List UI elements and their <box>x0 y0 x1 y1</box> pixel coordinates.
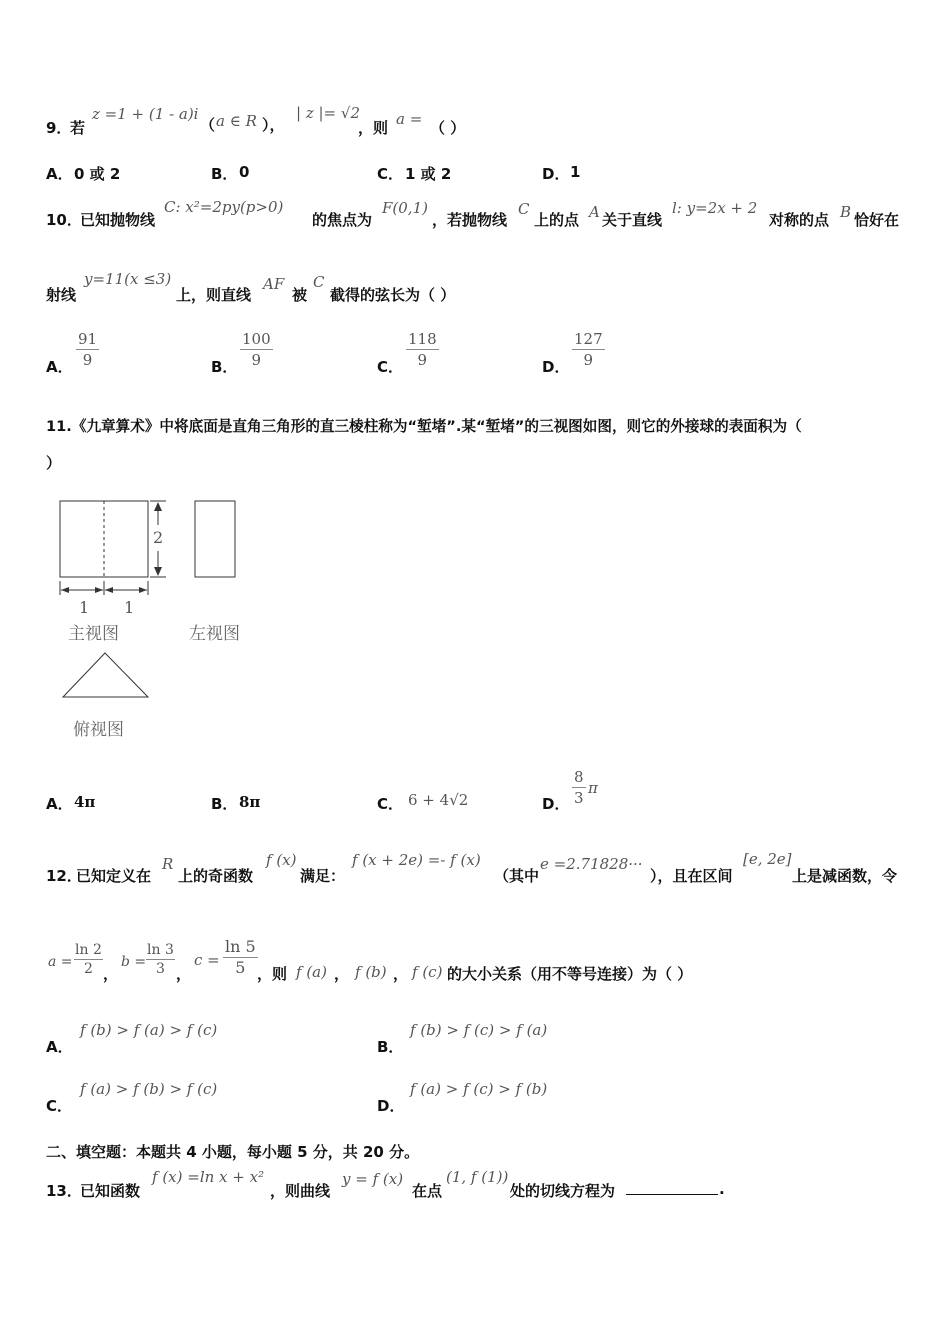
q12-set-r: R <box>162 855 174 873</box>
q13-point: (1, f (1)) <box>446 1168 509 1186</box>
fraction-numerator: ln 2 <box>75 942 102 958</box>
q12-c-lhs: c = <box>194 951 220 969</box>
q11-stem-line-1: 11.《九章算术》中将底面是直角三角形的直三棱柱称为“堑堵”.某“堑堵”的三视图如图，则它的外接球的表面积为（ <box>46 418 802 435</box>
fraction-denominator: 9 <box>417 351 428 369</box>
q10-focus: F(0,1) <box>382 199 428 217</box>
q13-text-1: 已知函数 <box>80 1182 141 1200</box>
q12-option-d-text: f (a) > f (c) > f (b) <box>410 1080 548 1098</box>
q10-curve-c: C <box>518 200 530 218</box>
q9-option-c-letter: C． <box>377 165 404 183</box>
q11-option-c-letter: C． <box>377 795 404 813</box>
q9-option-d-text: 1 <box>570 163 581 181</box>
fraction-denominator: 9 <box>583 351 594 369</box>
q12-text-7: ，则 <box>257 965 288 983</box>
q11-option-b-letter: B． <box>211 795 238 813</box>
q10-point-a: A <box>589 203 600 221</box>
q12-sep-3: ， <box>334 965 350 983</box>
front-view-label: 主视图 <box>68 624 119 644</box>
q10-text-8: 射线 <box>46 286 77 304</box>
fraction-numerator: 118 <box>408 330 437 348</box>
fraction-denominator: 5 <box>235 958 246 977</box>
q9-modulus: | z |= √2 <box>296 104 360 122</box>
q9-target: a = <box>396 110 423 128</box>
q13-number: 13． <box>46 1182 82 1200</box>
q12-fb: f (b) <box>355 963 387 981</box>
q13-text-3: 在点 <box>412 1182 443 1200</box>
q13-answer-blank[interactable] <box>626 1180 718 1195</box>
q10-text-4: 上的点 <box>534 211 580 229</box>
q13-function: f (x) =ln x + x² <box>152 1168 265 1186</box>
q13-text-4: 处的切线方程为 <box>510 1182 616 1200</box>
q13-end: . <box>719 1180 725 1198</box>
q9-cond-close: ）， <box>262 116 285 134</box>
fraction-numerator: 127 <box>574 330 603 348</box>
q11-option-c-text: 6 + 4√2 <box>408 791 469 809</box>
q11-option-b-text: 8π <box>239 793 261 811</box>
fraction-numerator: ln 3 <box>147 942 174 958</box>
q12-fx: f (x) <box>266 851 297 869</box>
q9-then: ，则 <box>358 119 389 137</box>
q12-a-lhs: a = <box>48 954 73 970</box>
q13-curve: y = f (x) <box>342 1170 404 1188</box>
fraction-denominator: 9 <box>82 351 93 369</box>
q12-option-b-text: f (b) > f (c) > f (a) <box>410 1021 548 1039</box>
q12-text-5: ），且在区间 <box>650 867 733 885</box>
fraction-numerator: 100 <box>242 330 271 348</box>
fraction-denominator: 9 <box>251 351 262 369</box>
q10-text-3: ，若抛物线 <box>432 211 508 229</box>
q10-line-l: l: y=2x + 2 <box>672 199 758 217</box>
q10-text-11: 截得的弦长为（ ） <box>330 286 456 304</box>
dimension-right-label: 1 <box>124 598 135 617</box>
q10-text-7: 恰好在 <box>854 211 900 229</box>
q12-fc: f (c) <box>412 963 443 981</box>
q10-text-6: 对称的点 <box>769 211 830 229</box>
q11-option-a-text: 4π <box>74 793 96 811</box>
q9-cond-open: （ <box>200 116 216 134</box>
fraction-denominator: 3 <box>155 961 165 977</box>
q10-text-9: 上，则直线 <box>176 286 252 304</box>
q12-text-3: 满足： <box>300 867 346 885</box>
q11-option-d-letter: D． <box>542 795 570 813</box>
q12-e-value: e =2.71828··· <box>540 855 643 873</box>
q10-option-d-letter: D． <box>542 358 570 376</box>
q9-option-c-text: 1 或 2 <box>405 165 452 183</box>
q10-text-10: 被 <box>292 286 308 304</box>
q9-option-a-letter: A． <box>46 165 73 183</box>
q12-option-c-letter: C． <box>46 1097 73 1115</box>
q10-line-af: AF <box>263 275 285 293</box>
q12-c-fraction <box>223 937 258 978</box>
fraction-numerator: 8 <box>574 768 584 786</box>
q11-option-d-pi: π <box>588 779 598 797</box>
q10-option-c-letter: C． <box>377 358 404 376</box>
q9-bracket: （ ） <box>430 119 466 137</box>
q9-lead: 若 <box>70 119 86 137</box>
q12-b-fraction <box>146 941 175 978</box>
q9-option-b-text: 0 <box>239 163 250 181</box>
q12-functional-equation: f (x + 2e) =- f (x) <box>352 851 481 869</box>
q12-text-1: 已知定义在 <box>76 867 152 885</box>
q12-sep-2: ， <box>176 965 192 983</box>
side-view <box>195 501 235 577</box>
q12-sep-1: ， <box>103 965 119 983</box>
q10-ray: y=11(x ≤3) <box>84 270 172 288</box>
q10-parabola: C: x²=2py(p>0) <box>164 198 284 216</box>
q12-b-lhs: b = <box>121 954 147 970</box>
side-view-label: 左视图 <box>189 624 240 644</box>
q10-point-b: B <box>840 203 852 221</box>
q11-stem-line-2: ） <box>46 454 62 472</box>
top-view-label: 俯视图 <box>73 720 124 740</box>
top-view <box>63 653 148 697</box>
q9-option-d-letter: D． <box>542 165 570 183</box>
q12-text-4: （其中 <box>494 867 540 885</box>
dimension-left-label: 1 <box>79 598 90 617</box>
q12-option-a-text: f (b) > f (a) > f (c) <box>80 1021 218 1039</box>
q11-option-a-letter: A． <box>46 795 73 813</box>
q12-text-8: 的大小关系（用不等号连接）为（ ） <box>447 965 693 983</box>
q9-number: 9． <box>46 119 72 137</box>
q10-option-b-fraction <box>240 329 273 370</box>
q12-text-2: 上的奇函数 <box>178 867 254 885</box>
q9-condition: a ∈ R <box>216 112 257 130</box>
q10-option-d-fraction <box>572 329 605 370</box>
section-heading-fill-in: 二、填空题：本题共 4 小题，每小题 5 分，共 20 分。 <box>46 1143 420 1161</box>
q9-option-b-letter: B． <box>211 165 238 183</box>
q10-number: 10． <box>46 211 82 229</box>
q12-text-6: 上是减函数，令 <box>792 867 898 885</box>
q10-curve-c-2: C <box>313 273 325 291</box>
q12-option-d-letter: D． <box>377 1097 405 1115</box>
fraction-numerator: ln 5 <box>225 937 256 956</box>
dimension-height-label: 2 <box>153 528 164 547</box>
q10-option-c-fraction <box>406 329 439 370</box>
q9-option-a-text: 0 或 2 <box>74 165 121 183</box>
q12-option-c-text: f (a) > f (b) > f (c) <box>80 1080 218 1098</box>
q12-option-a-letter: A． <box>46 1038 73 1056</box>
q12-option-b-letter: B． <box>377 1038 404 1056</box>
q10-text-1: 已知抛物线 <box>80 211 156 229</box>
q11-option-d-fraction <box>572 767 586 808</box>
q10-text-5: 关于直线 <box>602 211 663 229</box>
q12-a-fraction <box>74 941 103 978</box>
q12-number: 12． <box>46 867 82 885</box>
front-view <box>60 501 166 595</box>
q12-interval: [e, 2e] <box>743 850 792 868</box>
fraction-denominator: 3 <box>574 789 584 807</box>
q12-fa: f (a) <box>296 963 327 981</box>
fraction-denominator: 2 <box>83 961 93 977</box>
q12-sep-4: ， <box>393 965 409 983</box>
q13-text-2: ，则曲线 <box>270 1182 331 1200</box>
q10-option-a-fraction <box>76 329 99 370</box>
fraction-numerator: 91 <box>78 330 98 348</box>
q10-option-b-letter: B． <box>211 358 238 376</box>
q10-option-a-letter: A． <box>46 358 73 376</box>
q9-expr-z: z =1 + (1 - a)i <box>92 105 199 123</box>
q10-text-2: 的焦点为 <box>312 211 373 229</box>
